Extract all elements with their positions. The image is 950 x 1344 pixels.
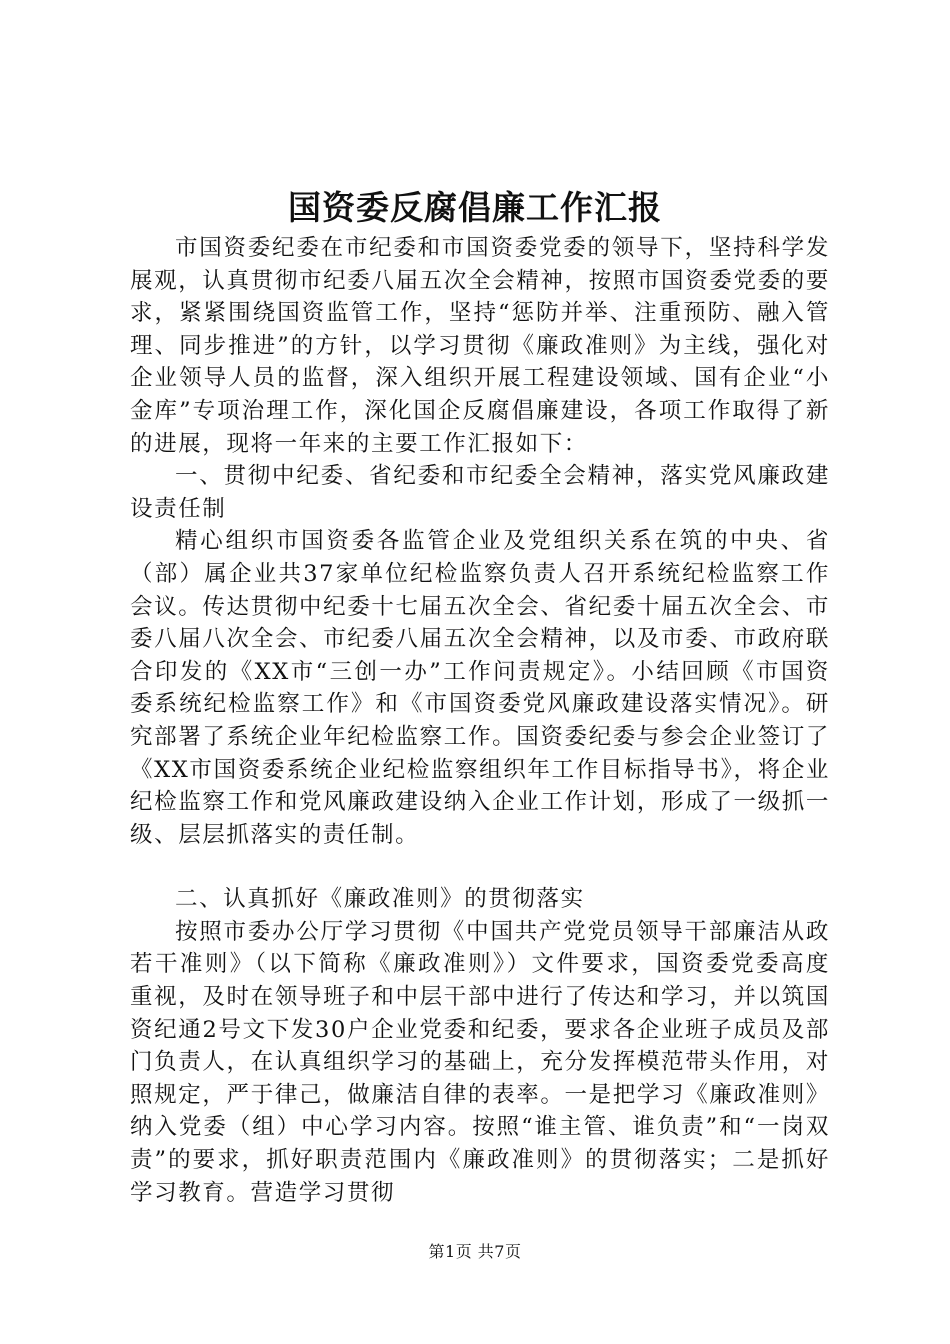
- document-body: [130, 232, 830, 1209]
- page-footer: 第1页 共7页: [428, 1242, 522, 1261]
- section-heading-2: 二、认真抓好《廉政准则》的贯彻落实: [175, 886, 585, 913]
- section-heading-1: 一、贯彻中纪委、省纪委和市纪委全会精神，落实党风廉政建设责任制: [130, 463, 830, 522]
- paragraph-intro: 市国资委纪委在市纪委和市国资委党委的领导下，坚持科学发展观，认真贯彻市纪委八届五次全会精神，按照市国资委党委的要求，紧紧围绕国资监管工作，坚持“惩防并举、注重预防、融入管理、同步推进”的方针，以学习贯彻《廉政准则》为主线，强化对企业领导人员的监督，深入组织开展工程建设领域、国有企业“小金库”专项治理工作，深化国企反腐倡廉建设，各项工作取得了新的进展，现将一年来的主要工作汇报如下：: [130, 235, 830, 457]
- document-title: 国资委反腐倡廉工作汇报: [288, 188, 662, 227]
- paragraph-section-1: 精心组织市国资委各监管企业及党组织关系在筑的中央、省（部）属企业共37家单位纪检监察负责人召开系统纪检监察工作会议。传达贯彻中纪委十七届五次全会、省纪委十届五次全会、市委八届八次全会、市纪委八届五次全会精神，以及市委、市政府联合印发的《XX市“三创一办”工作问责规定》。小结回顾《市国资委系统纪检监察工作》和《市国资委党风廉政建设落实情况》。研究部署了系统企业年纪检监察工作。国资委纪委与参会企业签订了《XX市国资委系统企业纪检监察组织年工作目标指导书》，将企业纪检监察工作和党风廉政建设纳入企业工作计划，形成了一级抓一级、层层抓落实的责任制。: [130, 528, 830, 848]
- paragraph-section-2: 按照市委办公厅学习贯彻《中国共产党党员领导干部廉洁从政若干准则》（以下简称《廉政准则》）文件要求，国资委党委高度重视，及时在领导班子和中层干部中进行了传达和学习，并以筑国资纪通2号文下发30户企业党委和纪委，要求各企业班子成员及部门负责人，在认真组织学习的基础上，充分发挥模范带头作用，对照规定，严于律己，做廉洁自律的表率。一是把学习《廉政准则》纳入党委（组）中心学习内容。按照“谁主管、谁负责”和“一岗双责”的要求，抓好职责范围内《廉政准则》的贯彻落实；二是抓好学习教育。营造学习贯彻: [130, 918, 830, 1206]
